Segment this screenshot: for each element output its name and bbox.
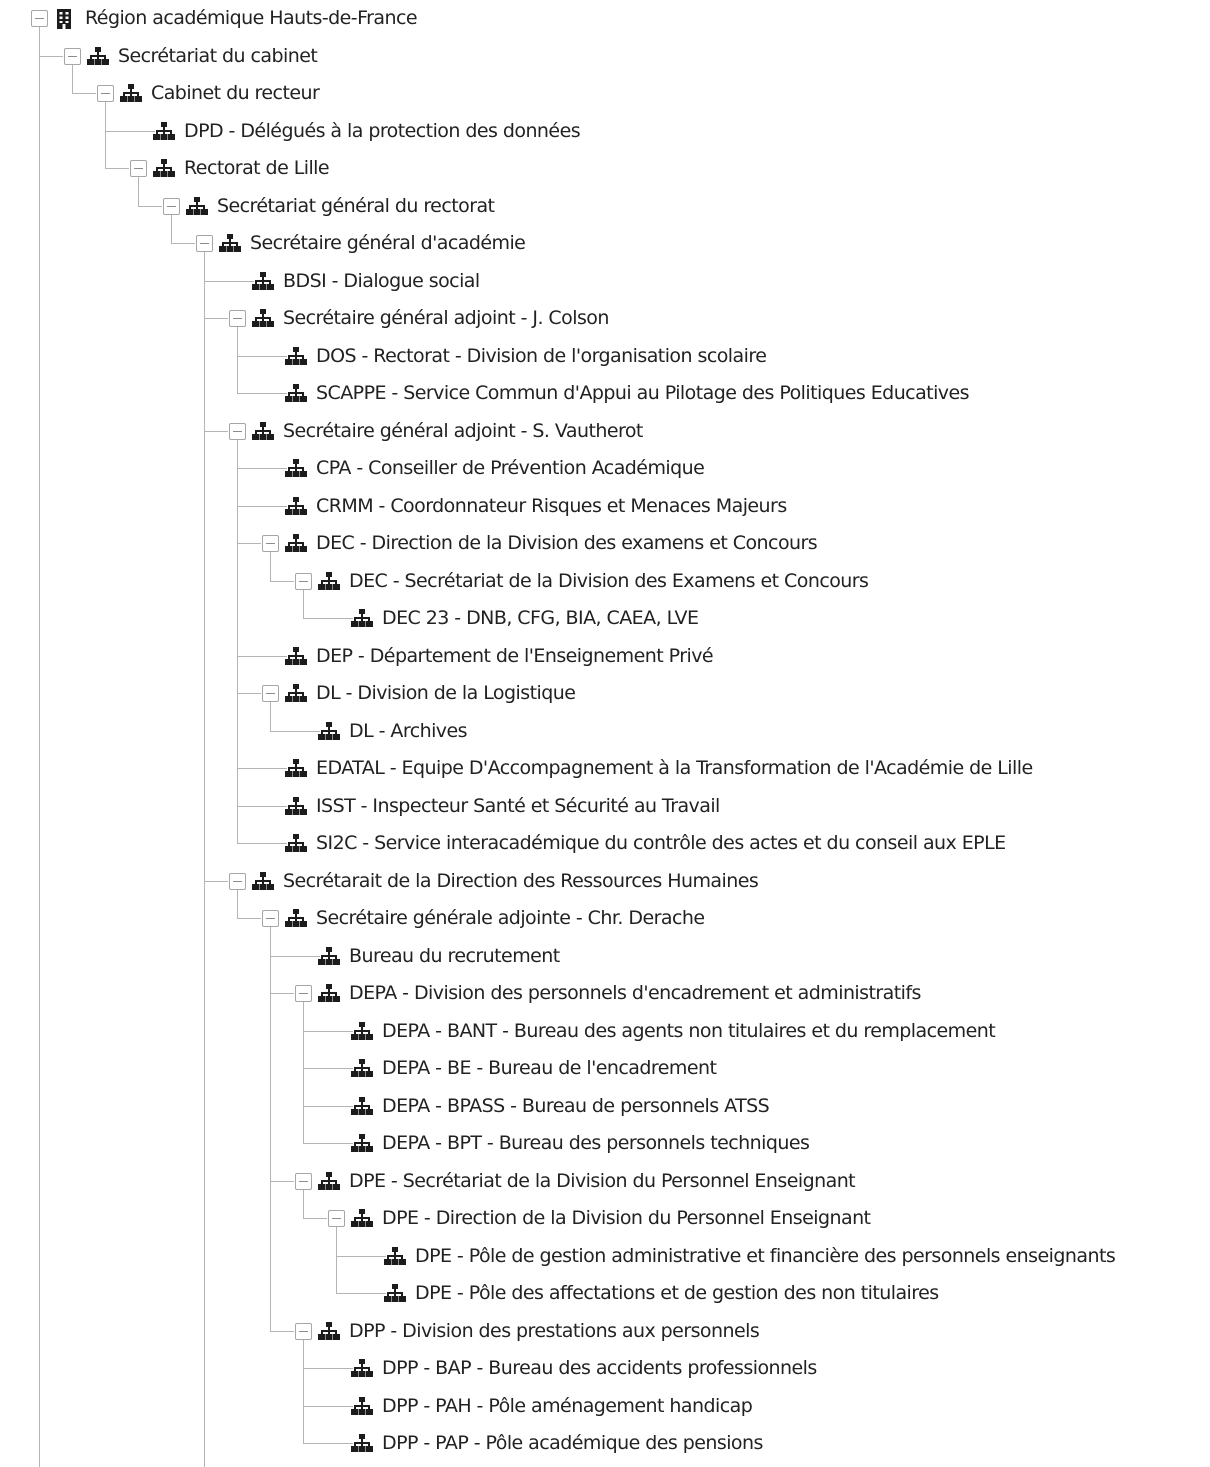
- tree-node[interactable]: [252, 866, 758, 896]
- tree-node-label: DEC 23 - DNB, CFG, BIA, CAEA, LVE: [382, 607, 699, 629]
- collapse-toggle-icon[interactable]: [163, 198, 180, 215]
- tree-node-label: Région académique Hauts-de-France: [85, 7, 417, 29]
- collapse-toggle-icon[interactable]: [229, 423, 246, 440]
- org-chart-icon: [318, 1172, 340, 1190]
- collapse-toggle-icon[interactable]: [262, 910, 279, 927]
- tree-connector-elbow: [204, 281, 254, 282]
- tree-connector-elbow: [270, 956, 320, 957]
- org-chart-icon: [285, 459, 307, 477]
- collapse-toggle-icon[interactable]: [262, 535, 279, 552]
- tree-node-label: DPE - Pôle des affectations et de gestion des non titulaires: [415, 1282, 939, 1304]
- tree-node-label: DEPA - BANT - Bureau des agents non titulaires et du remplacement: [382, 1019, 996, 1042]
- org-chart-icon: [351, 1059, 373, 1077]
- org-chart-icon: [285, 797, 307, 815]
- collapse-toggle-icon[interactable]: [295, 573, 312, 590]
- tree-node[interactable]: [351, 1016, 995, 1046]
- org-chart-icon: [87, 47, 109, 65]
- tree-node-label: EDATAL - Equipe D'Accompagnement à la Transformation de l'Académie de Lille: [316, 757, 1033, 779]
- tree-node[interactable]: [252, 416, 643, 446]
- tree-connector-elbow: [270, 993, 294, 994]
- collapse-toggle-icon[interactable]: [31, 10, 48, 27]
- tree-node[interactable]: [186, 191, 494, 221]
- collapse-toggle-icon[interactable]: [130, 160, 147, 177]
- tree-connector-elbow: [303, 618, 353, 619]
- tree-connector-elbow: [270, 1181, 294, 1182]
- tree-connector-elbow: [237, 468, 287, 469]
- tree-node-label: Secrétaire général d'académie: [250, 232, 526, 254]
- org-chart-icon: [351, 1022, 373, 1040]
- tree-node-label: Secrétariat général du rectorat: [217, 194, 495, 217]
- tree-node-label: DL - Archives: [349, 719, 467, 742]
- tree-node-label: DL - Division de la Logistique: [316, 682, 576, 704]
- org-chart-icon: [285, 497, 307, 515]
- tree-node[interactable]: [285, 491, 787, 521]
- tree-connector-elbow: [204, 431, 228, 432]
- org-chart-icon: [153, 159, 175, 177]
- collapse-toggle-icon[interactable]: [229, 310, 246, 327]
- tree-connector-elbow: [237, 806, 287, 807]
- tree-node[interactable]: [351, 1428, 763, 1458]
- tree-connector-elbow: [303, 1218, 327, 1219]
- org-chart-icon: [285, 684, 307, 702]
- tree-node[interactable]: [318, 941, 560, 971]
- tree-connector-vertical: [270, 552, 271, 581]
- tree-node-label: DEPA - BE - Bureau de l'encadrement: [382, 1057, 717, 1079]
- tree-connector-vertical: [105, 102, 106, 168]
- org-chart-icon: [318, 1322, 340, 1340]
- org-chart-icon: [285, 534, 307, 552]
- tree-connector-vertical: [204, 252, 205, 1467]
- tree-connector-elbow: [303, 1406, 353, 1407]
- tree-node-label: DEPA - BPT - Bureau des personnels techniques: [382, 1132, 810, 1154]
- tree-connector-elbow: [336, 1293, 386, 1294]
- tree-node[interactable]: [318, 978, 921, 1008]
- org-chart-icon: [219, 234, 241, 252]
- tree-node[interactable]: [318, 716, 467, 746]
- org-chart-icon: [384, 1284, 406, 1302]
- tree-connector-elbow: [270, 1331, 294, 1332]
- tree-node[interactable]: [285, 378, 969, 408]
- tree-node-label: Secrétariat du cabinet: [118, 44, 318, 67]
- collapse-toggle-icon[interactable]: [196, 235, 213, 252]
- tree-node-label: DPP - PAH - Pôle aménagement handicap: [382, 1394, 753, 1417]
- tree-connector-vertical: [171, 215, 172, 244]
- tree-node-label: Cabinet du recteur: [151, 82, 320, 104]
- tree-connector-elbow: [303, 1068, 353, 1069]
- tree-connector-vertical: [237, 440, 238, 844]
- tree-connector-elbow: [237, 356, 287, 357]
- org-chart-icon: [351, 1397, 373, 1415]
- tree-node-label: DPE - Pôle de gestion administrative et financière des personnels enseignants: [415, 1244, 1116, 1267]
- collapse-toggle-icon[interactable]: [229, 873, 246, 890]
- org-chart-icon: [351, 609, 373, 627]
- tree-connector-elbow: [303, 1143, 353, 1144]
- tree-connector-vertical: [270, 927, 271, 1331]
- org-chart-icon: [252, 309, 274, 327]
- tree-connector-elbow: [237, 918, 261, 919]
- tree-node[interactable]: [285, 528, 817, 558]
- tree-node[interactable]: [384, 1278, 939, 1308]
- tree-connector-vertical: [270, 702, 271, 731]
- tree-connector-elbow: [237, 656, 287, 657]
- tree-node-label: Bureau du recrutement: [349, 944, 560, 967]
- collapse-toggle-icon[interactable]: [295, 985, 312, 1002]
- org-chart-icon: [120, 84, 142, 102]
- tree-node[interactable]: [285, 791, 720, 821]
- collapse-toggle-icon[interactable]: [97, 85, 114, 102]
- tree-connector-elbow: [204, 318, 228, 319]
- tree-node[interactable]: [219, 228, 525, 258]
- tree-connector-elbow: [105, 168, 129, 169]
- tree-node-label: DEC - Secrétariat de la Division des Examens et Concours: [349, 569, 869, 592]
- org-chart-icon: [351, 1134, 373, 1152]
- tree-connector-elbow: [270, 731, 320, 732]
- org-chart-icon: [285, 909, 307, 927]
- tree-node-label: DPP - PAP - Pôle académique des pensions: [382, 1432, 763, 1454]
- org-chart-icon: [252, 422, 274, 440]
- tree-node[interactable]: [120, 78, 319, 108]
- tree-connector-vertical: [39, 27, 40, 1467]
- tree-node-label: Secrétaire général adjoint - J. Colson: [283, 307, 609, 329]
- org-chart-icon: [318, 722, 340, 740]
- tree-node-label: SI2C - Service interacadémique du contrôle des actes et du conseil aux EPLE: [316, 832, 1006, 854]
- tree-connector-elbow: [270, 581, 294, 582]
- tree-node[interactable]: [318, 1166, 855, 1196]
- tree-node-label: Secrétarait de la Direction des Ressources Humaines: [283, 869, 759, 892]
- org-chart-icon: [285, 647, 307, 665]
- collapse-toggle-icon[interactable]: [64, 48, 81, 65]
- tree-node-label: DEPA - Division des personnels d'encadrement et administratifs: [349, 982, 921, 1004]
- tree-node[interactable]: [285, 641, 713, 671]
- tree-connector-vertical: [237, 327, 238, 393]
- tree-node[interactable]: [252, 303, 609, 333]
- tree-node[interactable]: [351, 1053, 716, 1083]
- tree-node-label: CPA - Conseiller de Prévention Académique: [316, 457, 705, 479]
- tree-connector-vertical: [303, 1190, 304, 1219]
- tree-node-label: DPD - Délégués à la protection des données: [184, 119, 581, 142]
- tree-node-label: SCAPPE - Service Commun d'Appui au Pilotage des Politiques Educatives: [316, 382, 969, 404]
- tree-node-label: DOS - Rectorat - Division de l'organisation scolaire: [316, 344, 767, 367]
- org-chart-icon: [351, 1097, 373, 1115]
- tree-node[interactable]: [285, 341, 766, 371]
- tree-node-label: Rectorat de Lille: [184, 157, 330, 179]
- tree-connector-elbow: [72, 93, 96, 94]
- org-chart-icon: [285, 834, 307, 852]
- collapse-toggle-icon[interactable]: [262, 685, 279, 702]
- tree-node[interactable]: [384, 1241, 1115, 1271]
- tree-connector-elbow: [237, 843, 287, 844]
- tree-node[interactable]: [351, 1353, 817, 1383]
- tree-node-label: DPE - Secrétariat de la Division du Personnel Enseignant: [349, 1169, 856, 1192]
- tree-connector-vertical: [138, 177, 139, 206]
- org-chart-icon: [252, 272, 274, 290]
- tree-node-label: DPP - BAP - Bureau des accidents professionnels: [382, 1357, 817, 1379]
- tree-connector-elbow: [237, 768, 287, 769]
- tree-node-label: Secrétaire général adjoint - S. Vautherot: [283, 419, 643, 442]
- tree-connector-elbow: [303, 1031, 353, 1032]
- collapse-toggle-icon[interactable]: [295, 1173, 312, 1190]
- tree-node-label: ISST - Inspecteur Santé et Sécurité au Travail: [316, 794, 720, 817]
- tree-node-label: DEPA - BPASS - Bureau de personnels ATSS: [382, 1094, 770, 1117]
- collapse-toggle-icon[interactable]: [328, 1210, 345, 1227]
- tree-node[interactable]: [252, 266, 480, 296]
- tree-connector-elbow: [105, 131, 155, 132]
- tree-connector-elbow: [39, 56, 63, 57]
- tree-node[interactable]: [54, 3, 417, 33]
- org-chart-icon: [384, 1247, 406, 1265]
- tree-node-label: DEC - Direction de la Division des examens et Concours: [316, 532, 818, 554]
- tree-node-label: CRMM - Coordonnateur Risques et Menaces Majeurs: [316, 494, 787, 517]
- tree-node[interactable]: [285, 903, 704, 933]
- tree-connector-elbow: [237, 543, 261, 544]
- tree-node[interactable]: [351, 1091, 769, 1121]
- org-chart-icon: [285, 347, 307, 365]
- tree-node[interactable]: [318, 566, 868, 596]
- tree-node-label: BDSI - Dialogue social: [283, 269, 480, 292]
- tree-connector-elbow: [204, 881, 228, 882]
- tree-connector-elbow: [237, 693, 261, 694]
- org-chart-icon: [351, 1359, 373, 1377]
- org-chart-icon: [186, 197, 208, 215]
- org-chart-icon: [318, 984, 340, 1002]
- tree-connector-elbow: [171, 243, 195, 244]
- tree-node[interactable]: [285, 828, 1006, 858]
- tree-node[interactable]: [351, 603, 698, 633]
- tree-connector-elbow: [138, 206, 162, 207]
- org-chart-icon: [351, 1434, 373, 1452]
- tree-node[interactable]: [153, 153, 329, 183]
- tree-node-label: DPE - Direction de la Division du Personnel Enseignant: [382, 1207, 871, 1229]
- tree-node-label: DEP - Département de l'Enseignement Privé: [316, 644, 714, 667]
- tree-node[interactable]: [285, 453, 704, 483]
- org-chart-icon: [252, 872, 274, 890]
- tree-connector-vertical: [303, 1002, 304, 1143]
- tree-node-label: DPP - Division des prestations aux personnels: [349, 1319, 760, 1342]
- tree-node[interactable]: [351, 1203, 870, 1233]
- tree-connector-vertical: [72, 65, 73, 94]
- tree-connector-elbow: [303, 1106, 353, 1107]
- org-chart-icon: [285, 759, 307, 777]
- tree-node[interactable]: [318, 1316, 759, 1346]
- tree-node[interactable]: [153, 116, 580, 146]
- tree-connector-elbow: [303, 1368, 353, 1369]
- tree-connector-vertical: [336, 1227, 337, 1293]
- tree-node[interactable]: [87, 41, 317, 71]
- org-chart-icon: [153, 122, 175, 140]
- tree-node[interactable]: [351, 1391, 752, 1421]
- tree-connector-vertical: [237, 890, 238, 919]
- tree-connector-elbow: [237, 393, 287, 394]
- tree-connector-vertical: [303, 1340, 304, 1444]
- org-chart-icon: [318, 572, 340, 590]
- org-chart-icon: [285, 384, 307, 402]
- tree-node[interactable]: [351, 1128, 809, 1158]
- tree-node[interactable]: [285, 753, 1033, 783]
- tree-node[interactable]: [285, 678, 575, 708]
- building-icon: [54, 9, 76, 27]
- tree-connector-elbow: [303, 1443, 353, 1444]
- collapse-toggle-icon[interactable]: [295, 1323, 312, 1340]
- tree-connector-elbow: [336, 1256, 386, 1257]
- org-chart-icon: [318, 947, 340, 965]
- tree-connector-vertical: [303, 590, 304, 619]
- org-chart-icon: [351, 1209, 373, 1227]
- tree-connector-elbow: [237, 506, 287, 507]
- tree-node-label: Secrétaire générale adjointe - Chr. Derache: [316, 907, 705, 929]
